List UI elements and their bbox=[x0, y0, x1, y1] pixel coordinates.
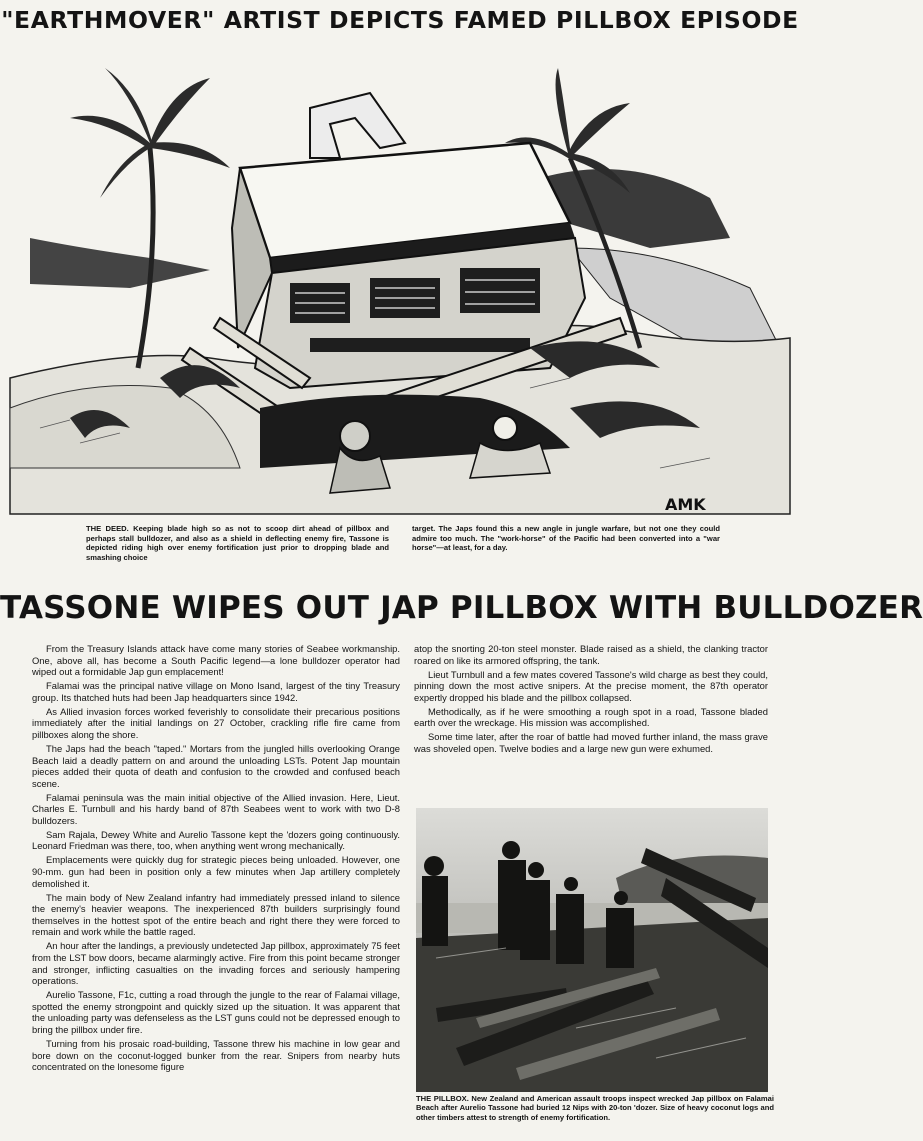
article-paragraph: Methodically, as if he were smoothing a rough spot in a road, Tassone bladed earth over the wreckage. His mission was accomplished. bbox=[414, 705, 768, 729]
article-paragraph: The main body of New Zealand infantry had immediately pressed inland to silence the enemy's heavier weapons. The inexperienced 87th builders surprisingly found themselves in the hottest spot of the entire beach and right there they were forced to remain and work while the battle raged. bbox=[32, 891, 400, 938]
article-paragraph: Falamai was the principal native village on Mono Isand, largest of the tiny Treasury group. Its thatched huts had been Jap headquarters since 1942. bbox=[32, 680, 400, 703]
page-title: "EARTHMOVER" ARTIST DEPICTS FAMED PILLBOX EPISODE bbox=[1, 6, 799, 34]
article-paragraph: From the Treasury Islands attack have come many stories of Seabee workmanship. One, above all, has become a South Pacific legend—a lone bulldozer operator had wiped out a formidable Jap gun emplacement! bbox=[32, 643, 400, 678]
article-paragraph: Emplacements were quickly dug for strategic pieces being unloaded. However, one 90-mm. gun had been in position only a few minutes when Jap artillery completely demolished it. bbox=[32, 854, 400, 889]
article-headline: TASSONE WIPES OUT JAP PILLBOX WITH BULLDOZER bbox=[0, 590, 923, 626]
article-paragraph: Turning from his prosaic road-building, Tassone threw his machine in low gear and bore down on the coconut-logged bunker from the rear. Snipers from nearby huts concentrated on the lonesome figure bbox=[32, 1037, 400, 1073]
artist-signature: AMK bbox=[665, 495, 706, 514]
article-paragraph: An hour after the landings, a previously undetected Jap pillbox, approximately 75 feet from the LST bow doors, became alarmingly active. Fire from this point became stronger and stronger, inflicting casualties on the invading forces and seriously hampering operations. bbox=[32, 940, 400, 987]
photo-caption: THE PILLBOX. New Zealand and American assault troops inspect wrecked Jap pillbox on Falamai Beach after Aurelio Tassone had buried 12 Nips with 20-ton 'dozer. Size of heavy coconut logs and other timbers attest to strength of enemy fortification. bbox=[416, 1094, 774, 1122]
article-paragraph: Some time later, after the roar of battle had moved further inland, the mass grave was shoveled open. Twelve bodies and a large new gun were exhumed. bbox=[414, 731, 768, 754]
article-column-right bbox=[414, 643, 768, 757]
illustration-caption-left: THE DEED. Keeping blade high so as not to scoop dirt ahead of pillbox and perhaps stall bulldozer, and also as a shield in deflecting enemy fire, Tassone is depicted riding high over enemy fortification just prior to dropping blade and smashing choice bbox=[86, 524, 389, 563]
pillbox-photo bbox=[416, 808, 768, 1092]
article-paragraph: Sam Rajala, Dewey White and Aurelio Tassone kept the 'dozers going continuously. Leonard Friedman was there, too, when anything went wrong mechanically. bbox=[32, 828, 400, 852]
article-paragraph: As Allied invasion forces worked feverishly to consolidate their precarious positions immediately after the initial landings on 27 October, crackling rifle fire came from pillboxes along the shore. bbox=[32, 705, 400, 740]
article-paragraph: Lieut Turnbull and a few mates covered Tassone's wild charge as best they could, pinning down the most active snipers. At the precise moment, the 87th operator expertly dropped his blade and the pillbox collapsed. bbox=[414, 668, 768, 703]
article-paragraph: The Japs had the beach "taped." Mortars from the jungled hills overlooking Orange Beach laid a deadly pattern on and around the unloading LSTs. Potent Jap mountain pieces added their quota of death and confusion to the crowded and confused beach scene. bbox=[32, 742, 400, 789]
article-paragraph: Aurelio Tassone, F1c, cutting a road through the jungle to the rear of Falamai village, spotted the enemy strongpoint and quickly sized up the situation. It was apparent that the unloading party was defenseless as the LST guns could not be depressed enough to bring the pillbox under fire. bbox=[32, 989, 400, 1035]
illustration-caption-right: target. The Japs found this a new angle in jungle warfare, but not one they could admire too much. The "work-horse" of the Pacific had been converted into a "war horse"—at least, for a day. bbox=[412, 524, 720, 553]
article-paragraph: atop the snorting 20-ton steel monster. Blade raised as a shield, the clanking tractor roared on like its armored offspring, the tank. bbox=[414, 643, 768, 666]
article-paragraph: Falamai peninsula was the main initial objective of the Allied invasion. Here, Lieut. Charles E. Turnbull and his hardy band of 87th Seabees went to work with two D-8 bulldozers. bbox=[32, 791, 400, 826]
article-column-left bbox=[32, 643, 400, 1075]
bulldozer-illustration bbox=[10, 48, 790, 514]
